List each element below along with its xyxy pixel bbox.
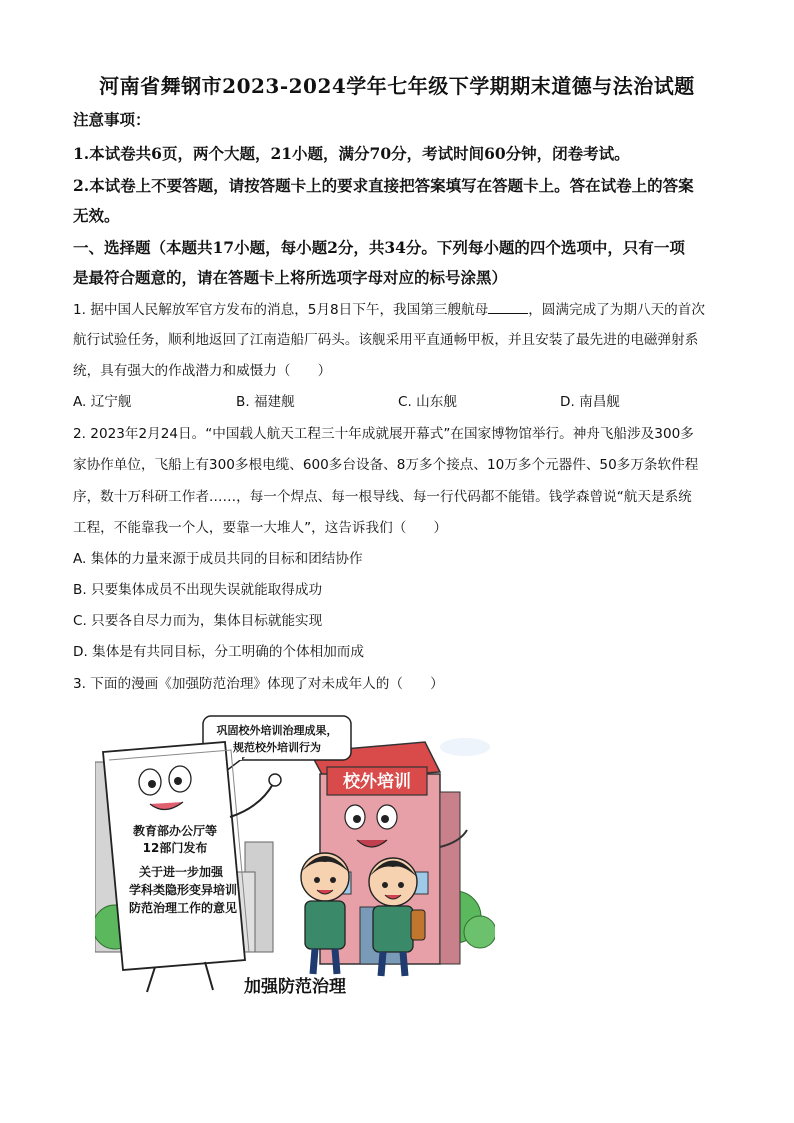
child-left-uniform xyxy=(305,901,345,949)
document-line3: 关于进一步加强 xyxy=(138,865,224,879)
document-line2: 12部门发布 xyxy=(142,841,208,855)
speech-bubble-line2: 规范校外培训行为 xyxy=(233,741,321,754)
building-pupil-left xyxy=(353,815,361,823)
tree-right-small xyxy=(464,916,495,948)
notice-item-1: 1.本试卷共6页，两个大题，21小题，满分70分，考试时间60分钟，闭卷考试。 xyxy=(73,144,630,163)
q2-line4: 工程，不能靠我一个人，要靠一大堆人”，这告诉我们（ ） xyxy=(73,520,448,536)
document-leg-left xyxy=(147,967,155,992)
q1-answer-blank xyxy=(488,301,528,314)
section1-heading-line1: 一、选择题（本题共17小题，每小题2分，共34分。下列每小题的四个选项中，只有一项 xyxy=(73,238,685,257)
speech-bubble-line1: 巩固校外培训治理成果， xyxy=(216,724,338,737)
q2-option-a: A. 集体的力量来源于成员共同的目标和团结协作 xyxy=(73,551,363,567)
page-title: 河南省舞钢市2023-2024学年七年级下学期期末道德与法治试题 xyxy=(99,74,695,98)
document-line1: 教育部办公厅等 xyxy=(132,824,218,838)
q2-option-d: D. 集体是有共同目标，分工明确的个体相加而成 xyxy=(73,644,364,660)
training-sign-text: 校外培训 xyxy=(343,772,411,792)
child-left-eye-left xyxy=(314,877,320,883)
q1-options xyxy=(73,390,733,410)
notice-heading: 注意事项： xyxy=(73,110,151,129)
building-pupil-right xyxy=(381,815,389,823)
child-right-backpack xyxy=(411,910,425,940)
section1-heading-line2: 是最符合题意的，请在答题卡上将所选项字母对应的标号涂黑） xyxy=(73,268,508,287)
q1-option-b: B. 福建舰 xyxy=(236,394,295,410)
q1-line1-part-a: 1. 据中国人民解放军官方发布的消息，5月8日下午，我国第三艘航母 xyxy=(73,302,489,318)
document-pupil-left xyxy=(148,780,156,788)
speech-bubble-tail-cover xyxy=(226,756,242,760)
child-left-leg-right xyxy=(335,949,337,974)
q2-option-c: C. 只要各自尽力而为，集体目标就能实现 xyxy=(73,613,323,629)
document-leg-right xyxy=(205,962,213,990)
child-right-uniform xyxy=(373,906,413,952)
document-line5: 防范治理工作的意见 xyxy=(128,901,238,915)
q1-line2: 航行试验任务，顺利地返回了江南造船厂码头。该舰采用平直通畅甲板，并且安装了最先进的电磁弹射系 xyxy=(73,332,699,348)
document-line4: 学科类隐形变异培训 xyxy=(128,883,238,897)
q1-option-a: A. 辽宁舰 xyxy=(73,394,132,410)
q2-line3: 序，数十万科研工作者……，每一个焊点、每一根导线、每一行代码都不能错。钱学森曾说“航天是系统 xyxy=(73,489,692,505)
child-right-eye-right xyxy=(398,882,404,888)
comic-caption: 加强防范治理 xyxy=(244,977,346,997)
document-hand xyxy=(269,774,281,786)
q1-line1-part-b: ，圆满完成了为期八天的首次 xyxy=(528,302,705,318)
q2-line2: 家协作单位，飞船上有300多根电缆、600多台设备、8万多个接点、10万多个元器件、50多万条软件程 xyxy=(73,457,699,473)
child-right-leg-left xyxy=(381,952,383,976)
document-pupil-right xyxy=(174,777,182,785)
q2-option-b: B. 只要集体成员不出现失误就能取得成功 xyxy=(73,582,323,598)
q1-option-c: C. 山东舰 xyxy=(398,394,457,410)
q1-line1 xyxy=(73,298,733,318)
cloud-2 xyxy=(440,738,490,756)
q1-option-d: D. 南昌舰 xyxy=(560,394,620,410)
child-left-eye-right xyxy=(330,877,336,883)
training-building-side xyxy=(440,792,460,964)
q2-line1: 2. 2023年2月24日。“中国载人航天工程三十年成就展开幕式”在国家博物馆举行。神舟飞船涉及300多 xyxy=(73,426,694,442)
notice-item-2-line1: 2.本试卷上不要答题，请按答题卡上的要求直接把答案填写在答题卡上。答在试卷上的答案 xyxy=(73,176,694,195)
notice-item-2-line2: 无效。 xyxy=(73,206,120,225)
child-right-leg-right xyxy=(403,952,405,976)
comic-illustration xyxy=(95,712,495,1002)
comic-svg xyxy=(95,712,495,1002)
child-left-leg-left xyxy=(313,949,315,974)
q1-line3: 统，具有强大的作战潜力和威慑力（ ） xyxy=(73,363,332,379)
q3-line1: 3. 下面的漫画《加强防范治理》体现了对未成年人的（ ） xyxy=(73,676,444,692)
child-right-eye-left xyxy=(382,882,388,888)
